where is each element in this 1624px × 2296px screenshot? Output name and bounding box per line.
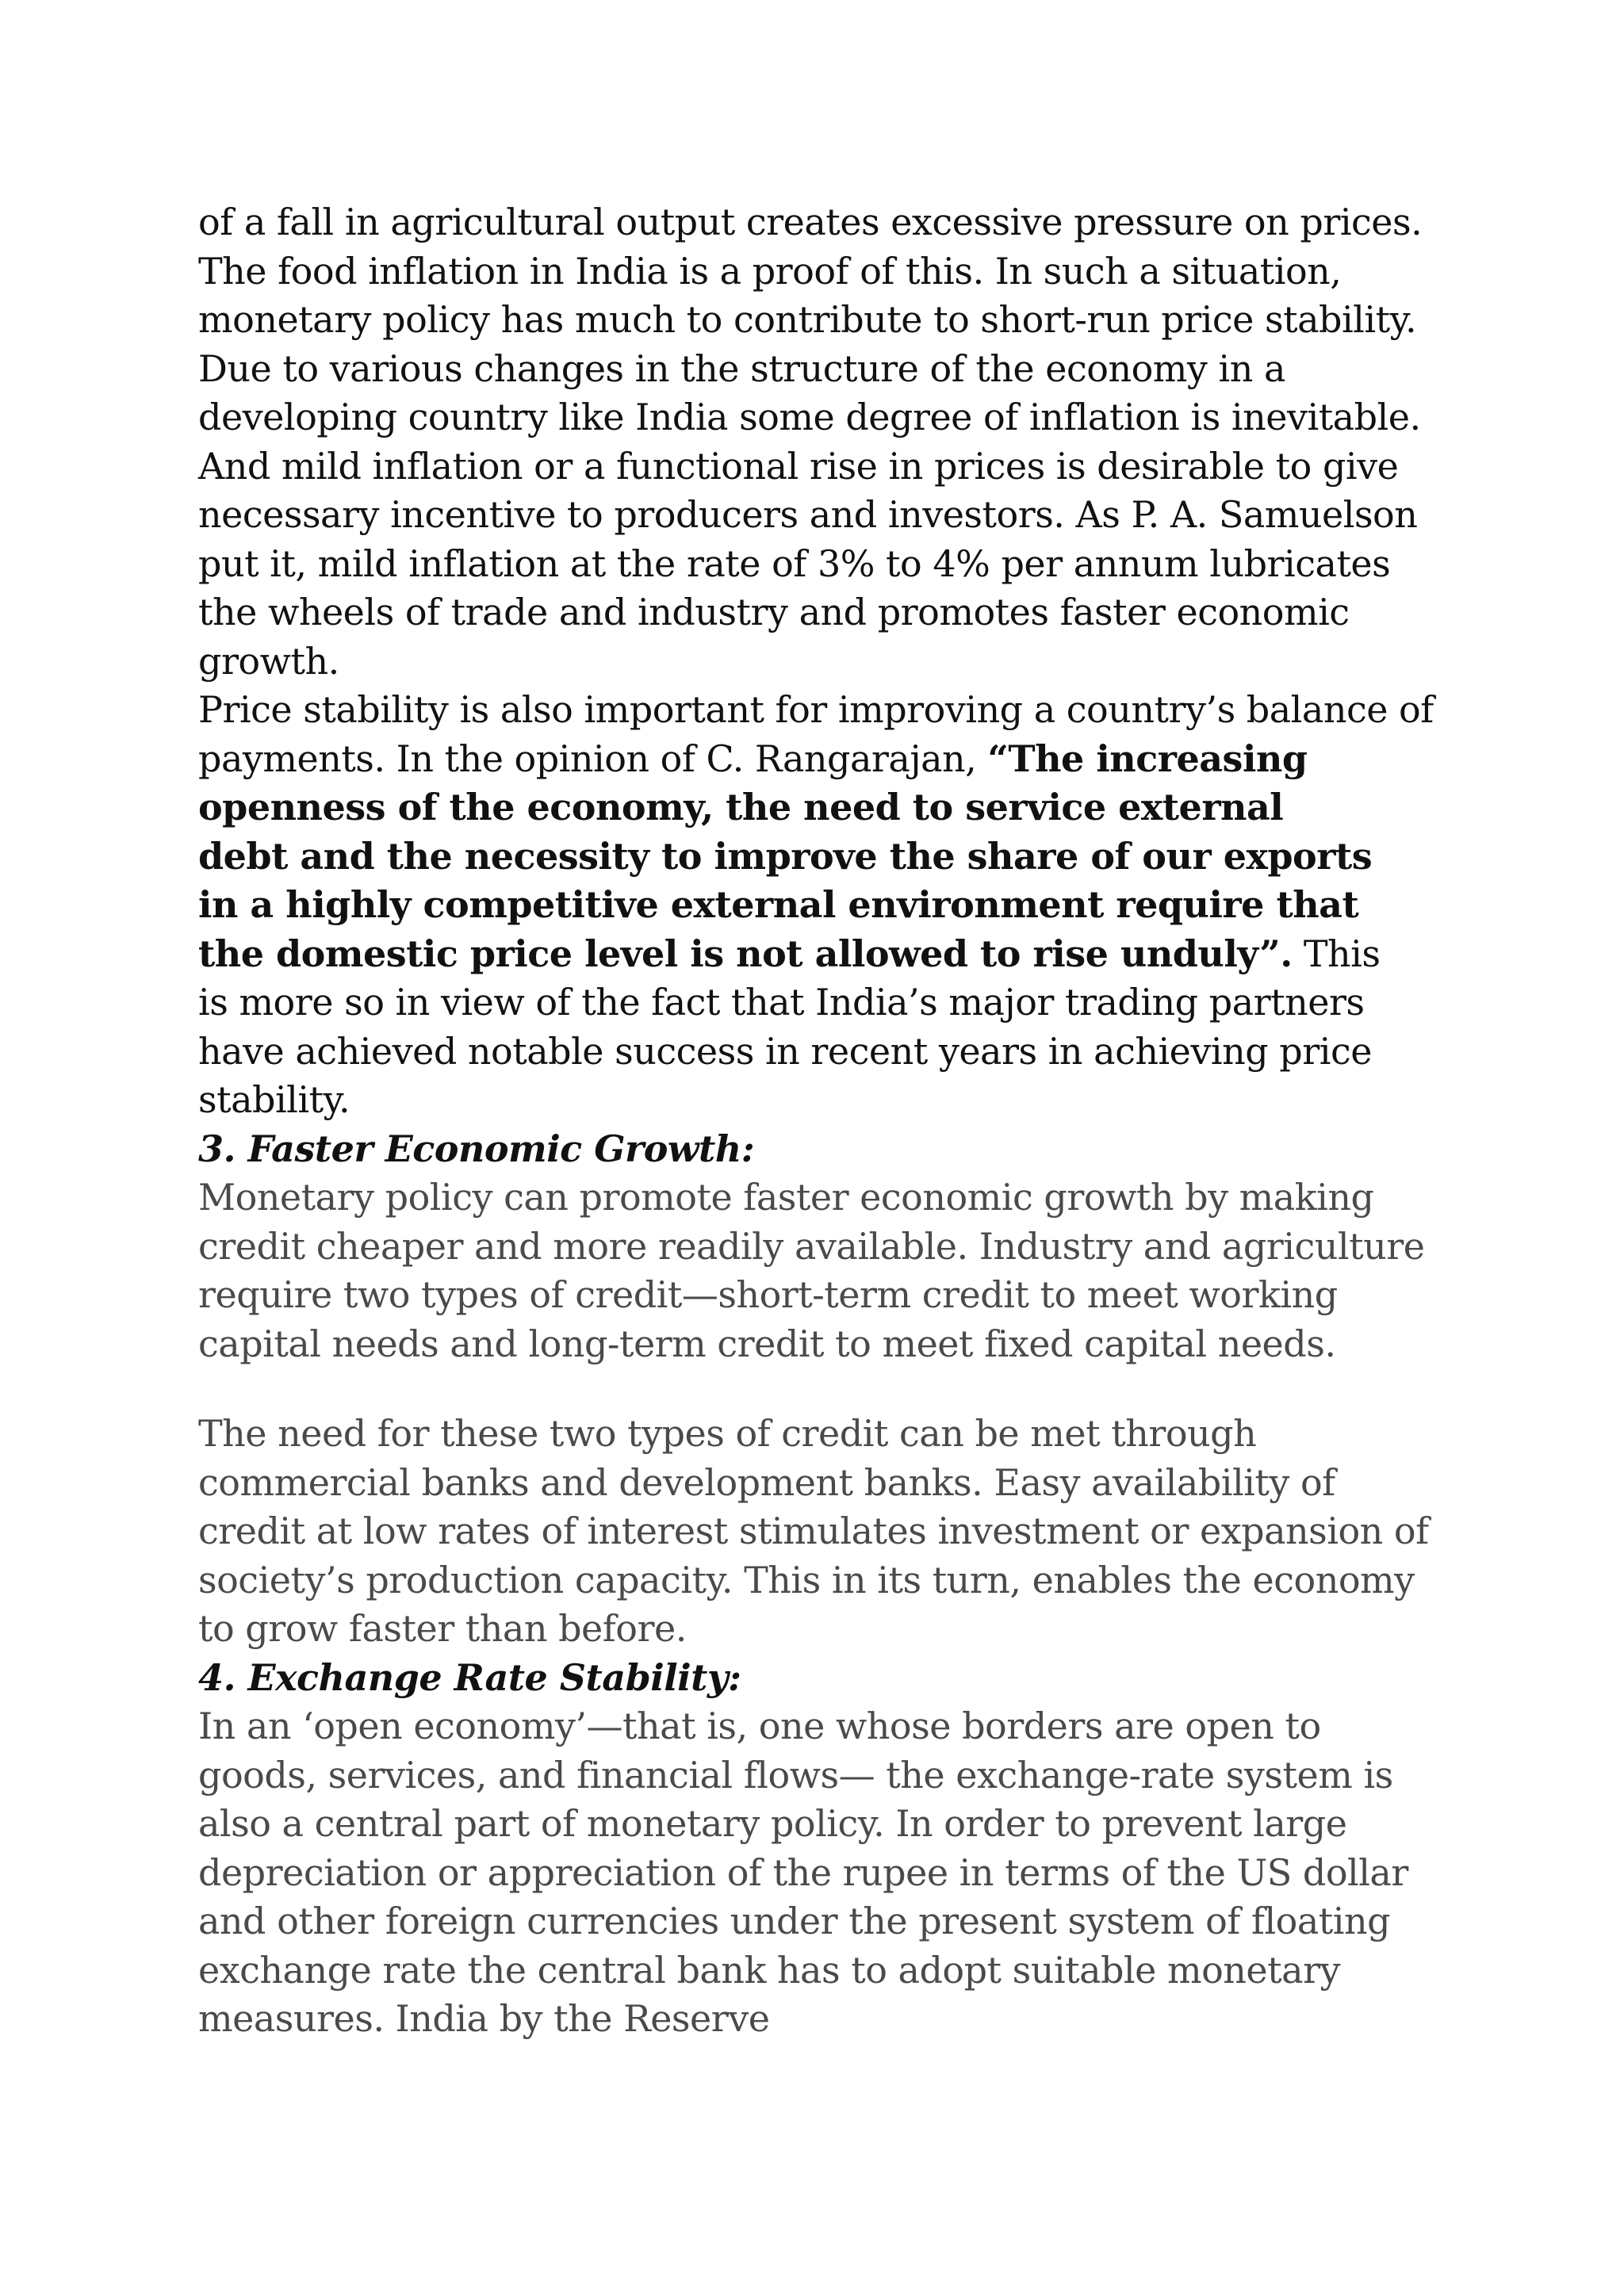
text-line: developing country like India some degree of inflation is inevitable. [198, 396, 1421, 438]
text-line: The need for these two types of credit can be met through [198, 1412, 1257, 1455]
section-heading-exchange-rate: 4. Exchange Rate Stability: [198, 1655, 741, 1699]
document-page [198, 198, 1435, 2044]
quote-end: the domestic price level is not allowed to rise unduly”. [198, 932, 1293, 975]
text-line: also a central part of monetary policy. In order to prevent large [198, 1802, 1347, 1845]
text-line: In an ‘open economy’—that is, one whose borders are open to [198, 1705, 1321, 1747]
text-line: require two types of credit—short-term credit to meet working [198, 1273, 1338, 1316]
text-line: Due to various changes in the structure of the economy in a [198, 346, 1285, 390]
paragraph-price-inflation [198, 198, 1435, 686]
quote-line: in a highly competitive external environment require that [198, 883, 1359, 926]
text-line: The food inflation in India is a proof of this. In such a situation, [198, 249, 1342, 293]
text-line: put it, mild inflation at the rate of 3% to 4% per annum lubricates [198, 541, 1391, 585]
text-run: This [1292, 932, 1381, 975]
paragraph-spacer [198, 1368, 1435, 1410]
text-run: payments. In the opinion of C. Rangarajan, [198, 737, 988, 780]
text-line: And mild inflation or a functional rise in prices is desirable to give [198, 444, 1399, 488]
text-line [198, 735, 1435, 784]
text-line: necessary incentive to producers and investors. As P. A. Samuelson [198, 493, 1418, 536]
quote-line: openness of the economy, the need to service external [198, 786, 1284, 828]
text-line: and other foreign currencies under the present system of floating [198, 1900, 1391, 1942]
text-line: credit cheaper and more readily available. Industry and agriculture [198, 1224, 1425, 1268]
paragraph-credit-banks [198, 1410, 1435, 1654]
text-line: credit at low rates of interest stimulates investment or expansion of [198, 1510, 1429, 1552]
text-line: of a fall in agricultural output creates excessive pressure on prices. [198, 201, 1423, 243]
text-line: society’s production capacity. This in its turn, enables the economy [198, 1558, 1415, 1601]
text-line: growth. [198, 639, 339, 683]
text-line: goods, services, and financial flows— the exchange-rate system is [198, 1753, 1393, 1797]
paragraph-exchange-rate [198, 1702, 1435, 2044]
text-line: the wheels of trade and industry and promotes faster economic [198, 591, 1350, 633]
text-line: Monetary policy can promote faster economic growth by making [198, 1176, 1374, 1219]
paragraph-balance-of-payments [198, 686, 1435, 1125]
text-line: commercial banks and development banks. Easy availability of [198, 1460, 1335, 1504]
text-line: monetary policy has much to contribute to short-run price stability. [198, 298, 1417, 341]
text-line: exchange rate the central bank has to adopt suitable monetary [198, 1948, 1341, 1992]
text-line [198, 930, 1435, 979]
paragraph-growth-credit [198, 1173, 1435, 1368]
text-line: is more so in view of the fact that India’s major trading partners [198, 981, 1365, 1024]
text-line: stability. [198, 1078, 350, 1121]
text-line: depreciation or appreciation of the rupee in terms of the US dollar [198, 1850, 1408, 1894]
quote-line: debt and the necessity to improve the share of our exports [198, 834, 1373, 878]
text-line: capital needs and long-term credit to meet fixed capital needs. [198, 1322, 1336, 1365]
text-line: to grow faster than before. [198, 1607, 687, 1650]
text-line: measures. India by the Reserve [198, 1997, 770, 2040]
text-line: have achieved notable success in recent years in achieving price [198, 1029, 1372, 1073]
text-line: Price stability is also important for improving a country’s balance of [198, 688, 1434, 731]
section-heading-faster-growth: 3. Faster Economic Growth: [198, 1127, 755, 1170]
quote-start: “The increasing [987, 737, 1308, 780]
